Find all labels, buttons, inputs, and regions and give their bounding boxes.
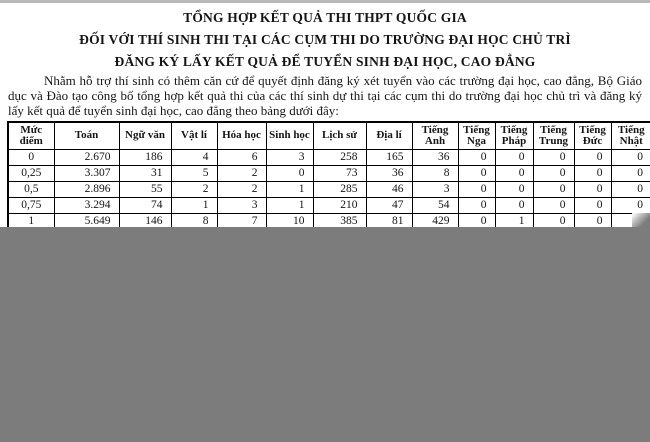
count-cell: 3.294 bbox=[54, 197, 119, 213]
count-cell: 0 bbox=[495, 197, 533, 213]
score-level-cell: 1 bbox=[8, 213, 54, 229]
count-cell: 81 bbox=[366, 213, 412, 229]
count-cell: 0 bbox=[611, 197, 650, 213]
count-cell: 46 bbox=[366, 181, 412, 197]
column-header-cell: Vật lí bbox=[171, 122, 217, 149]
count-cell: 0 bbox=[574, 149, 611, 165]
count-cell: 5 bbox=[171, 165, 217, 181]
table-row bbox=[8, 181, 650, 197]
count-cell: 5.649 bbox=[54, 213, 119, 229]
column-header-cell: Mức điểm bbox=[8, 122, 54, 149]
count-cell: 1 bbox=[495, 213, 533, 229]
count-cell: 2 bbox=[171, 181, 217, 197]
count-cell: 2.670 bbox=[54, 149, 119, 165]
count-cell: 0 bbox=[495, 149, 533, 165]
count-cell: 285 bbox=[313, 181, 366, 197]
column-header-cell: Tiếng Trung bbox=[533, 122, 574, 149]
count-cell: 0 bbox=[458, 165, 495, 181]
count-cell: 0 bbox=[458, 149, 495, 165]
score-level-cell: 0,5 bbox=[8, 181, 54, 197]
column-header-cell: Ngữ văn bbox=[119, 122, 171, 149]
count-cell: 36 bbox=[366, 165, 412, 181]
count-cell: 0 bbox=[458, 181, 495, 197]
count-cell: 0 bbox=[495, 165, 533, 181]
count-cell: 3.307 bbox=[54, 165, 119, 181]
count-cell: 54 bbox=[412, 197, 458, 213]
count-cell: 186 bbox=[119, 149, 171, 165]
column-header-cell: Hóa học bbox=[217, 122, 266, 149]
count-cell: 73 bbox=[313, 165, 366, 181]
count-cell: 0 bbox=[574, 165, 611, 181]
count-cell: 3 bbox=[266, 149, 313, 165]
count-cell: 0 bbox=[574, 181, 611, 197]
count-cell: 8 bbox=[412, 165, 458, 181]
count-cell: 7 bbox=[217, 213, 266, 229]
count-cell: 0 bbox=[611, 165, 650, 181]
count-cell: 0 bbox=[611, 181, 650, 197]
offpage-gray-area bbox=[0, 227, 650, 442]
column-header-cell: Lịch sử bbox=[313, 122, 366, 149]
count-cell: 0 bbox=[533, 149, 574, 165]
count-cell: 1 bbox=[266, 181, 313, 197]
count-cell: 10 bbox=[266, 213, 313, 229]
count-cell: 0 bbox=[266, 165, 313, 181]
count-cell: 0 bbox=[533, 181, 574, 197]
count-cell: 55 bbox=[119, 181, 171, 197]
count-cell: 31 bbox=[119, 165, 171, 181]
count-cell: 0 bbox=[574, 213, 611, 229]
column-header-cell: Địa lí bbox=[366, 122, 412, 149]
column-header-cell: Sinh học bbox=[266, 122, 313, 149]
score-level-cell: 0,25 bbox=[8, 165, 54, 181]
count-cell: 258 bbox=[313, 149, 366, 165]
count-cell: 0 bbox=[533, 213, 574, 229]
table-row bbox=[8, 165, 650, 181]
count-cell: 210 bbox=[313, 197, 366, 213]
count-cell: 2 bbox=[217, 181, 266, 197]
column-header-cell: Tiếng Nhật bbox=[611, 122, 650, 149]
document-title-block bbox=[0, 3, 650, 73]
count-cell: 0 bbox=[574, 197, 611, 213]
results-table-body bbox=[8, 149, 650, 234]
count-cell: 3 bbox=[412, 181, 458, 197]
score-level-cell: 0 bbox=[8, 149, 54, 165]
intro-paragraph: Nhằm hỗ trợ thí sinh có thêm căn cứ để quyết định đăng ký xét tuyển vào các trường đại học, cao đẳng, Bộ Giáo dục và Đào tạo công bố tổng hợp kết quả thi của các thí sinh dự thi tại các cụm thi do trường đại học chủ trì và đăng ký lấy kết quả để tuyển sinh đại học, cao đẳng theo bảng dưới đây: bbox=[8, 73, 642, 118]
column-header-cell: Tiếng Đức bbox=[574, 122, 611, 149]
count-cell: 0 bbox=[533, 197, 574, 213]
exam-results-table bbox=[7, 121, 650, 235]
column-header-cell: Toán bbox=[54, 122, 119, 149]
count-cell: 1 bbox=[171, 197, 217, 213]
count-cell: 2.896 bbox=[54, 181, 119, 197]
results-table-header-row bbox=[8, 122, 650, 149]
count-cell: 146 bbox=[119, 213, 171, 229]
count-cell: 0 bbox=[458, 197, 495, 213]
column-header-cell: Tiếng Nga bbox=[458, 122, 495, 149]
document-page bbox=[0, 3, 650, 235]
count-cell: 385 bbox=[313, 213, 366, 229]
count-cell: 2 bbox=[217, 165, 266, 181]
count-cell: 74 bbox=[119, 197, 171, 213]
count-cell: 47 bbox=[366, 197, 412, 213]
count-cell: 0 bbox=[611, 149, 650, 165]
count-cell: 429 bbox=[412, 213, 458, 229]
count-cell: 0 bbox=[458, 213, 495, 229]
page-title-line-1: TỔNG HỢP KẾT QUẢ THI THPT QUỐC GIA bbox=[183, 10, 467, 25]
page-title-line-2: ĐỐI VỚI THÍ SINH THI TẠI CÁC CỤM THI DO TRƯỜNG ĐẠI HỌC CHỦ TRÌ bbox=[79, 32, 571, 47]
count-cell: 0 bbox=[533, 165, 574, 181]
page-title-line-3: ĐĂNG KÝ LẤY KẾT QUẢ ĐỂ TUYỂN SINH ĐẠI HỌC, CAO ĐẲNG bbox=[114, 54, 536, 69]
column-header-cell: Tiếng Anh bbox=[412, 122, 458, 149]
table-row bbox=[8, 149, 650, 165]
results-table-head bbox=[8, 122, 650, 149]
count-cell: 3 bbox=[217, 197, 266, 213]
count-cell: 0 bbox=[495, 181, 533, 197]
score-level-cell: 0,75 bbox=[8, 197, 54, 213]
count-cell: 6 bbox=[217, 149, 266, 165]
count-cell: 8 bbox=[171, 213, 217, 229]
count-cell: 165 bbox=[366, 149, 412, 165]
count-cell: 36 bbox=[412, 149, 458, 165]
table-row bbox=[8, 197, 650, 213]
offpage-corner-fold bbox=[632, 213, 650, 228]
column-header-cell: Tiếng Pháp bbox=[495, 122, 533, 149]
count-cell: 1 bbox=[266, 197, 313, 213]
count-cell: 4 bbox=[171, 149, 217, 165]
